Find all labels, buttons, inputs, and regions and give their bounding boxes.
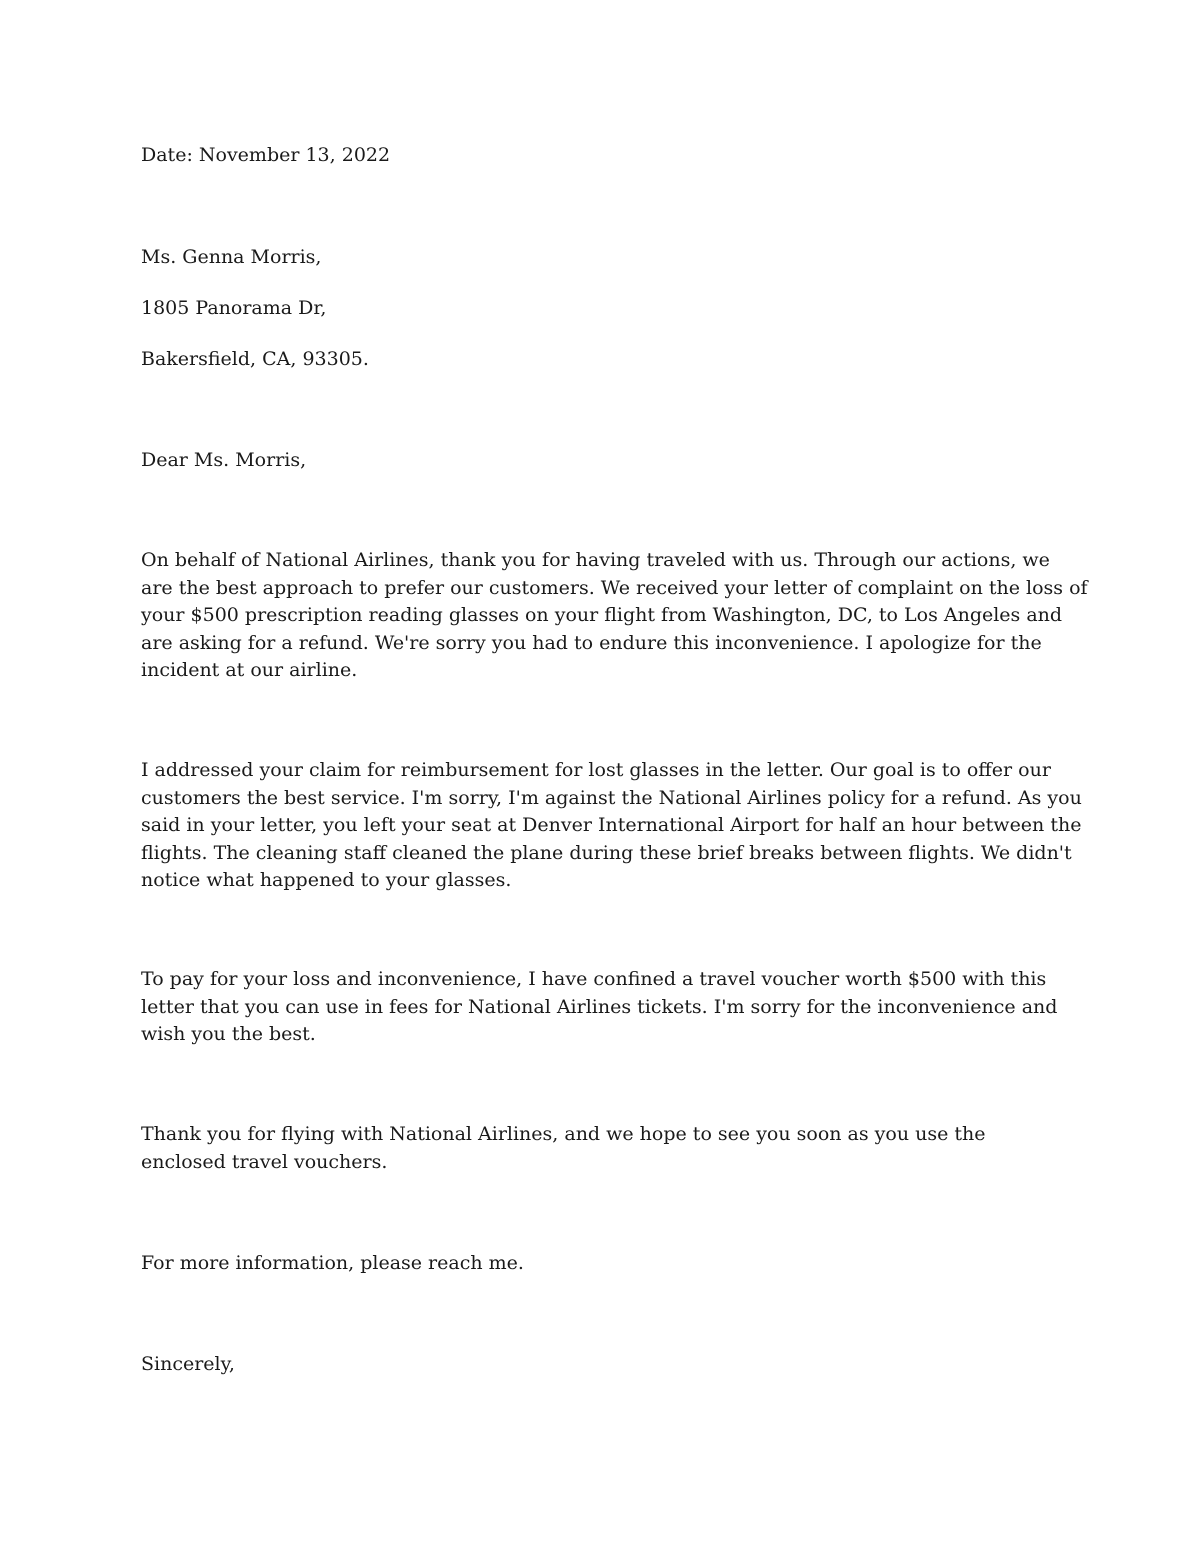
paragraph-line: On behalf of National Airlines, thank you for having traveled with us. Through our actions, we bbox=[141, 549, 1050, 571]
paragraph-line: notice what happened to your glasses. bbox=[141, 869, 512, 891]
paragraph-2 bbox=[141, 757, 1082, 895]
closing: Sincerely, bbox=[141, 1353, 235, 1375]
paragraph-line: your $500 prescription reading glasses on your flight from Washington, DC, to Los Angeles and bbox=[141, 604, 1063, 626]
paragraph-line: flights. The cleaning staff cleaned the plane during these brief breaks between flights. We didn't bbox=[141, 841, 1072, 864]
paragraph-line: customers the best service. I'm sorry, I'm against the National Airlines policy for a refund. As you bbox=[141, 786, 1082, 809]
paragraph-line: enclosed travel vouchers. bbox=[141, 1150, 388, 1173]
recipient-street: 1805 Panorama Dr, bbox=[141, 297, 327, 319]
paragraph-line: said in your letter, you left your seat at Denver International Airport for half an hour between the bbox=[141, 814, 1082, 836]
recipient-city: Bakersfield, CA, 93305. bbox=[141, 348, 369, 370]
paragraph-line: I addressed your claim for reimbursement for lost glasses in the letter. Our goal is to offer our bbox=[141, 759, 1051, 781]
paragraph-line: are asking for a refund. We're sorry you had to endure this inconvenience. I apologize for the bbox=[141, 631, 1042, 654]
paragraph-line: are the best approach to prefer our customers. We received your letter of complaint on the loss of bbox=[141, 576, 1088, 599]
paragraph-4 bbox=[141, 1121, 1066, 1176]
paragraph-1 bbox=[141, 547, 1088, 685]
paragraph-line: incident at our airline. bbox=[141, 659, 358, 681]
more-info: For more information, please reach me. bbox=[141, 1252, 524, 1274]
paragraph-line: letter that you can use in fees for National Airlines tickets. I'm sorry for the inconvenience and bbox=[141, 995, 1058, 1018]
paragraph-line: wish you the best. bbox=[141, 1023, 316, 1045]
letter-date: Date: November 13, 2022 bbox=[141, 144, 391, 166]
recipient-name: Ms. Genna Morris, bbox=[141, 246, 322, 268]
paragraph-line: Thank you for flying with National Airlines, and we hope to see you soon as you use the bbox=[141, 1123, 986, 1145]
paragraph-3 bbox=[141, 966, 1066, 1049]
paragraph-line: To pay for your loss and inconvenience, I have confined a travel voucher worth $500 with this bbox=[141, 968, 1047, 990]
salutation: Dear Ms. Morris, bbox=[141, 449, 307, 471]
